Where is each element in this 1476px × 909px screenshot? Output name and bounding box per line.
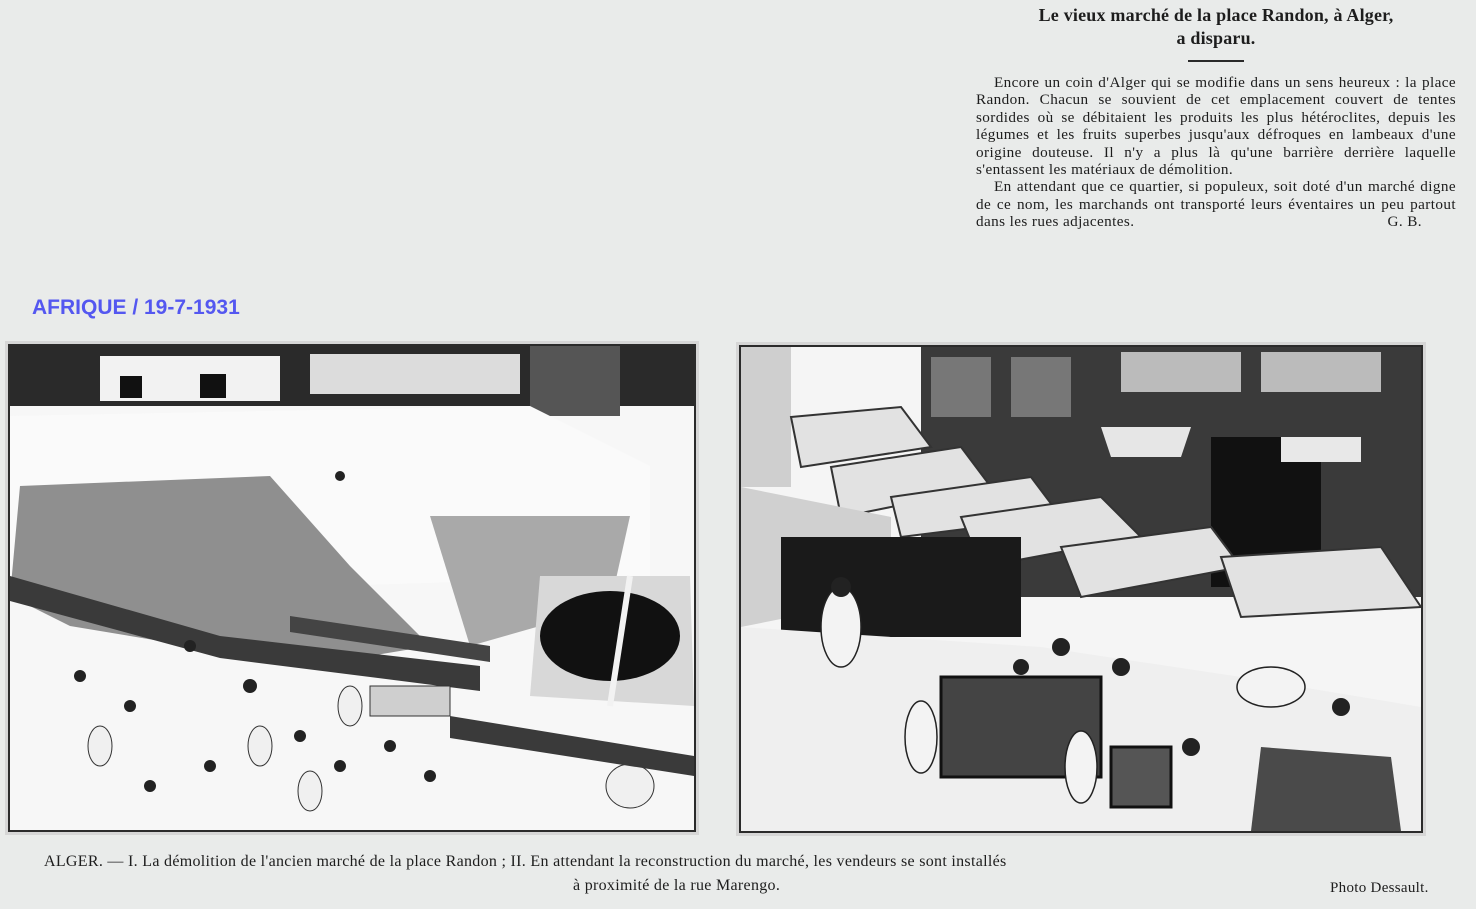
photo-demolition-place-randon [8, 344, 696, 832]
headline-divider [1188, 60, 1244, 62]
source-tag: AFRIQUE / 19-7-1931 [32, 296, 240, 319]
photo-caption: ALGER. — I. La démolition de l'ancien marché de la place Randon ; II. En attendant la reconstruction du marché, les vendeurs se sont installés [44, 853, 1007, 870]
photo-credit: Photo Dessault. [1330, 880, 1429, 896]
headline-line-2: a disparu. [1176, 28, 1256, 48]
photo-caption-line-2: à proximité de la rue Marengo. [573, 877, 781, 894]
photo-1-illustration [10, 346, 694, 830]
article-paragraph-2 [976, 178, 1456, 230]
article-paragraph-2-text: En attendant que ce quartier, si populeux, soit doté d'un marché digne de ce nom, les marchands ont transporté leurs éventaires un peu partout dans les rues adjacentes. [976, 178, 1456, 231]
article-paragraph-1: Encore un coin d'Alger qui se modifie dans un sens heureux : la place Randon. Chacun se souvient de cet emplacement couvert de tentes sordides où se débitaient les produits les plus hétéroclites, depuis les légumes et les fruits superbes jusqu'aux défroques en lambeaux d'une origine douteuse. Il n'y a plus là qu'une barrière derrière laquelle s'entassent les matériaux de démolition. [976, 74, 1456, 179]
article-column [976, 4, 1456, 231]
article-body [976, 74, 1456, 231]
article-headline [976, 4, 1456, 50]
article-signature: G. B. [1387, 213, 1422, 231]
headline-line-1: Le vieux marché de la place Randon, à Alger, [1038, 5, 1394, 25]
photo-2-illustration [741, 347, 1421, 831]
photo-vendors-rue-marengo [739, 345, 1423, 833]
